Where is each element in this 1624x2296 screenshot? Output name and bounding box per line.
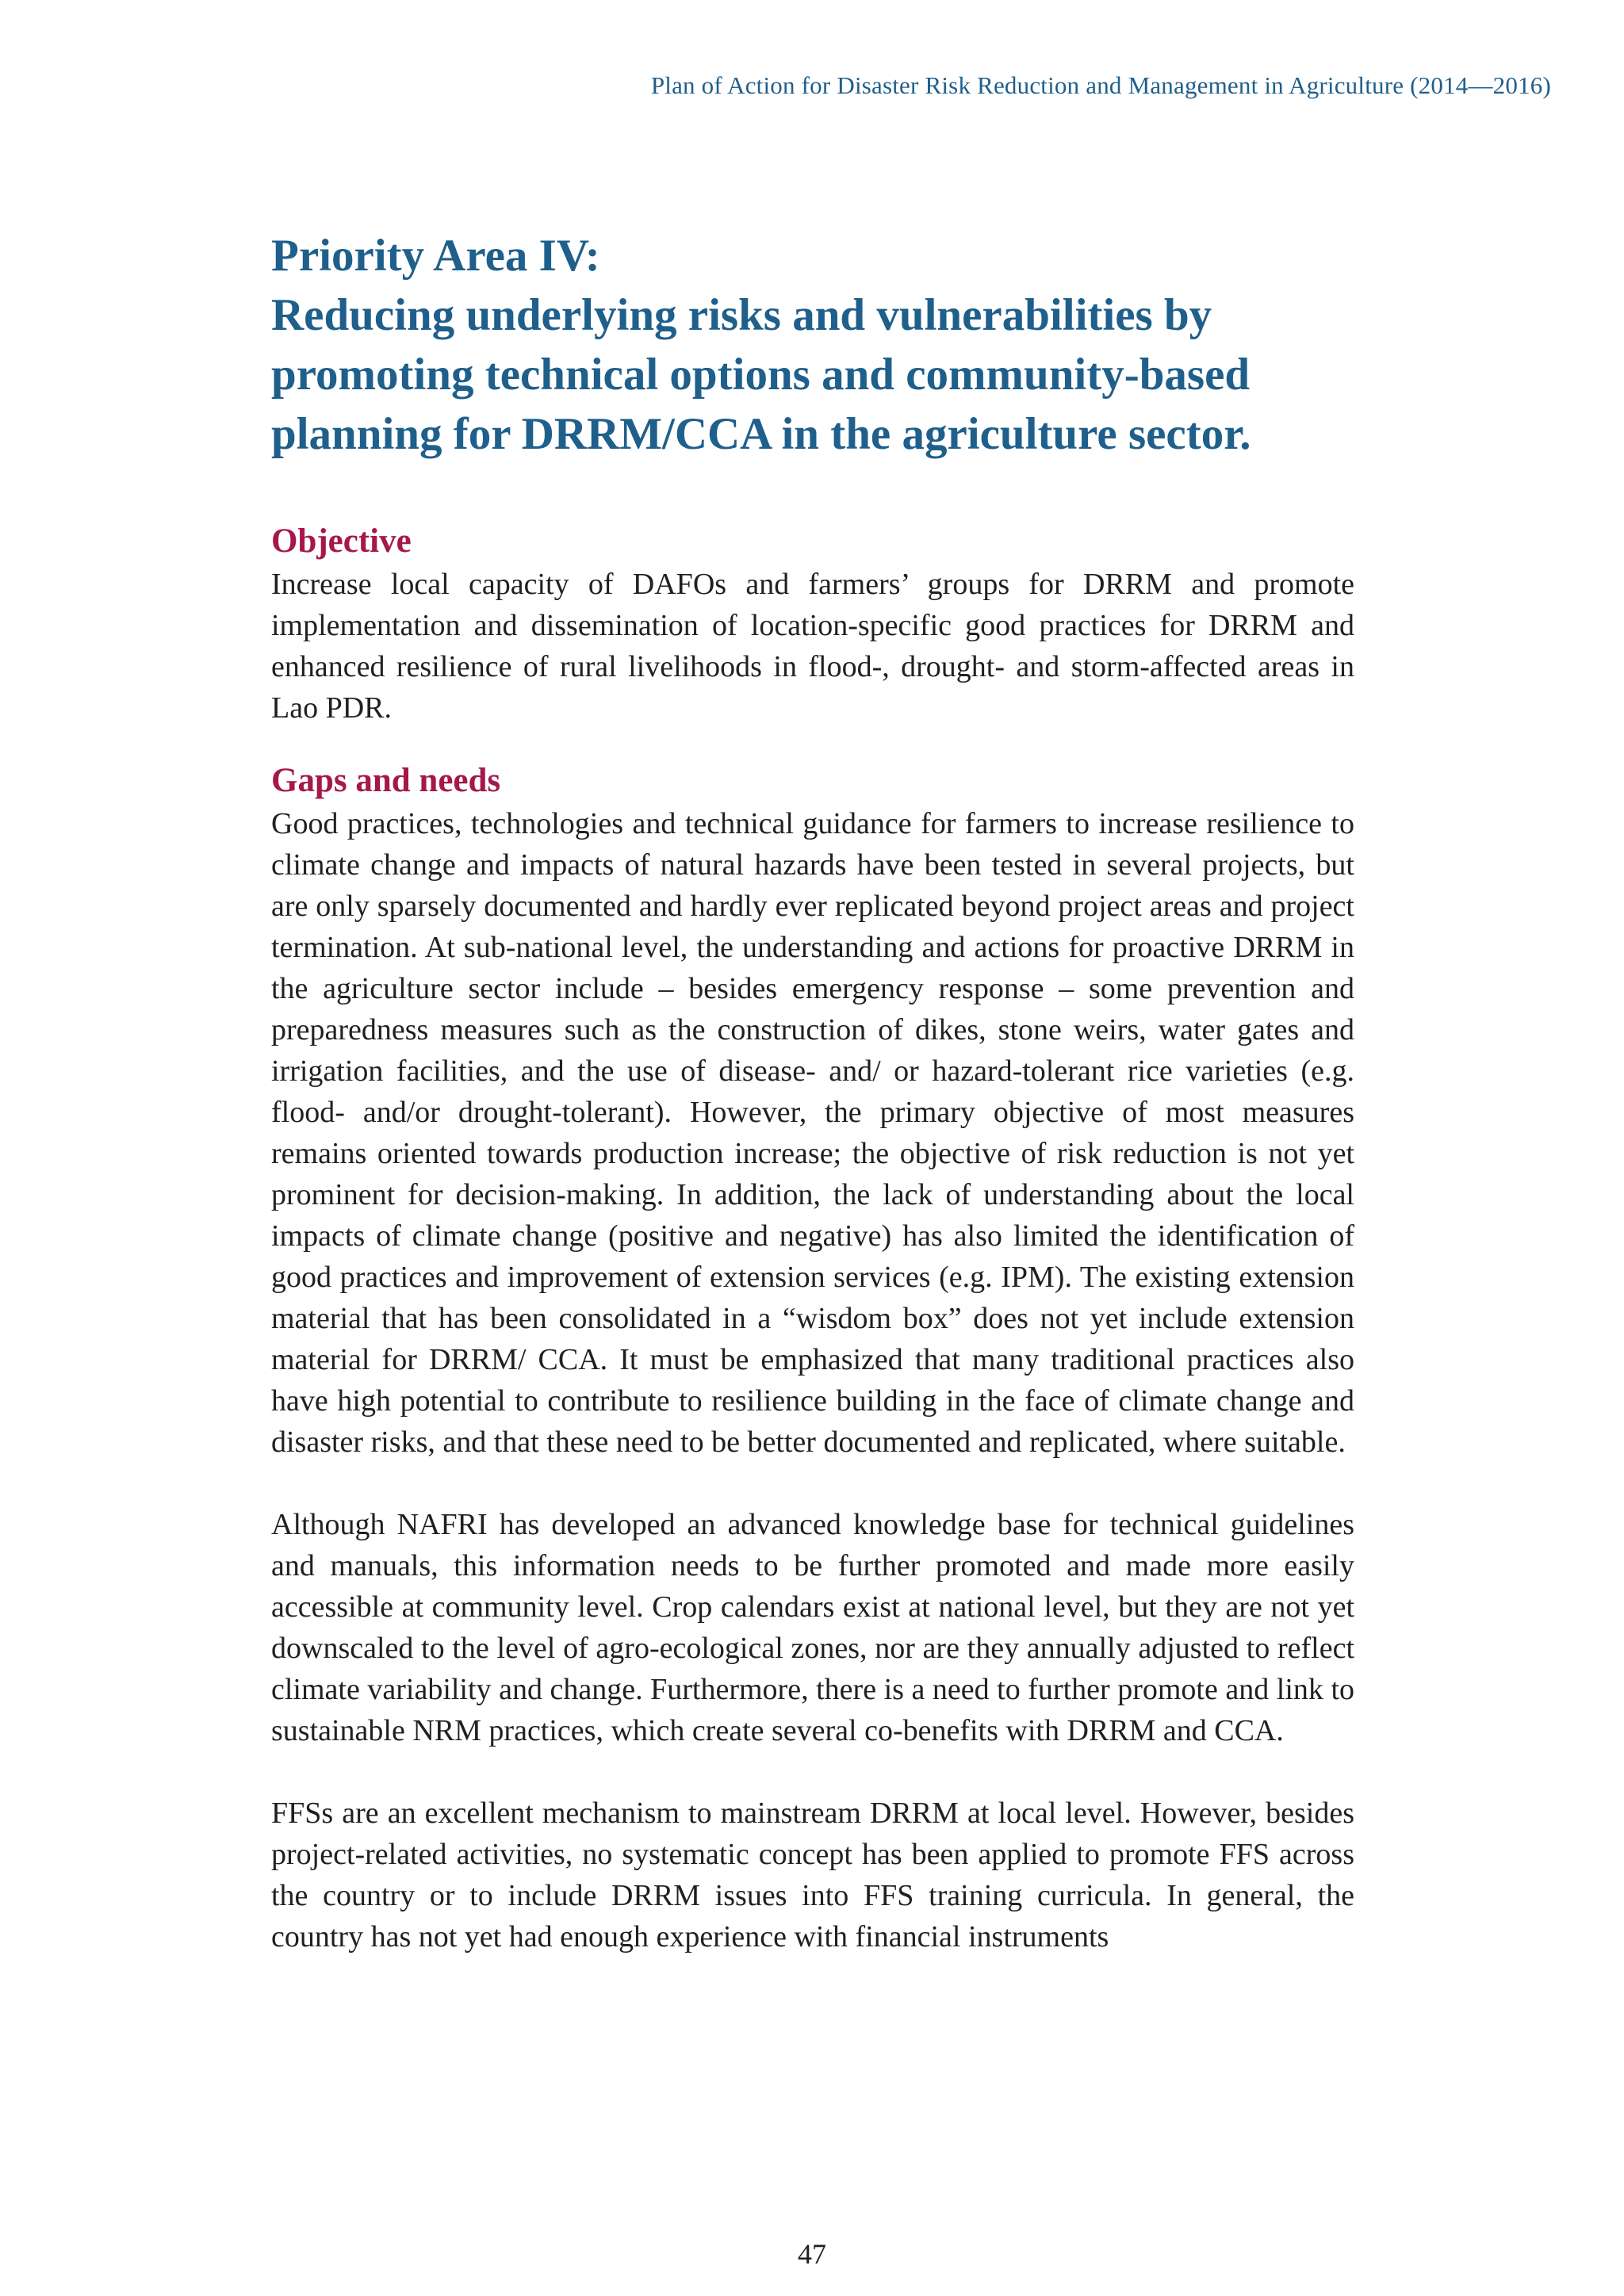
priority-area-title [271, 226, 1354, 464]
objective-heading: Objective [271, 522, 412, 560]
page-content [271, 226, 1354, 1957]
running-header: Plan of Action for Disaster Risk Reduction and Management in Agriculture (2014—2016) [650, 71, 1551, 99]
gaps-heading: Gaps and needs [271, 762, 501, 799]
gaps-paragraph-3: FFSs are an excellent mechanism to mainstream DRRM at local level. However, besides project-related activities, no systematic concept has been applied to promote FFS across the country or to include DRRM issues into FFS training curricula. In general, the country has not yet had enough experience with financial instruments [271, 1797, 1354, 1954]
priority-title-line-1: Priority Area IV: [271, 231, 600, 281]
priority-title-line-3: promoting technical options and community-based [271, 350, 1251, 400]
page-number: 47 [798, 2238, 826, 2270]
gaps-paragraph-2: Although NAFRI has developed an advanced knowledge base for technical guidelines and manuals, this information needs to be further promoted and made more easily accessible at community level. Crop calendars exist at national level, but they are not yet downscaled to the level of agro-ecological zones, nor are they annually adjusted to reflect climate variability and change. Furthermore, there is a need to further promote and link to sustainable NRM practices, which create several co-benefits with DRRM and CCA. [271, 1508, 1354, 1747]
priority-title-line-4: planning for DRRM/CCA in the agriculture sector. [271, 409, 1251, 459]
priority-title-line-2: Reducing underlying risks and vulnerabilities by [271, 290, 1212, 340]
objective-text: Increase local capacity of DAFOs and farmers’ groups for DRRM and promote implementation and dissemination of location-specific good practices for DRRM and enhanced resilience of rural livelihoods in flood-, drought- and storm-affected areas in Lao PDR. [271, 568, 1354, 725]
gaps-paragraph-1: Good practices, technologies and technical guidance for farmers to increase resilience to climate change and impacts of natural hazards have been tested in several projects, but are only sparsely documented and hardly ever replicated beyond project areas and project termination. At sub-national level, the understanding and actions for proactive DRRM in the agriculture sector include – besides emergency response – some prevention and preparedness measures such as the construction of dikes, stone weirs, water gates and irrigation facilities, and the use of disease- and/ or hazard-tolerant rice varieties (e.g. flood- and/or drought-tolerant). However, the primary objective of most measures remains oriented towards production increase; the objective of risk reduction is not yet prominent for decision-making. In addition, the lack of understanding about the local impacts of climate change (positive and negative) has also limited the identification of good practices and improvement of extension services (e.g. IPM). The existing extension material that has been consolidated in a “wisdom box” does not yet include extension material for DRRM/ CCA. It must be emphasized that many traditional practices also have high potential to contribute to resilience building in the face of climate change and disaster risks, and that these need to be better documented and replicated, where suitable. [271, 807, 1354, 1459]
